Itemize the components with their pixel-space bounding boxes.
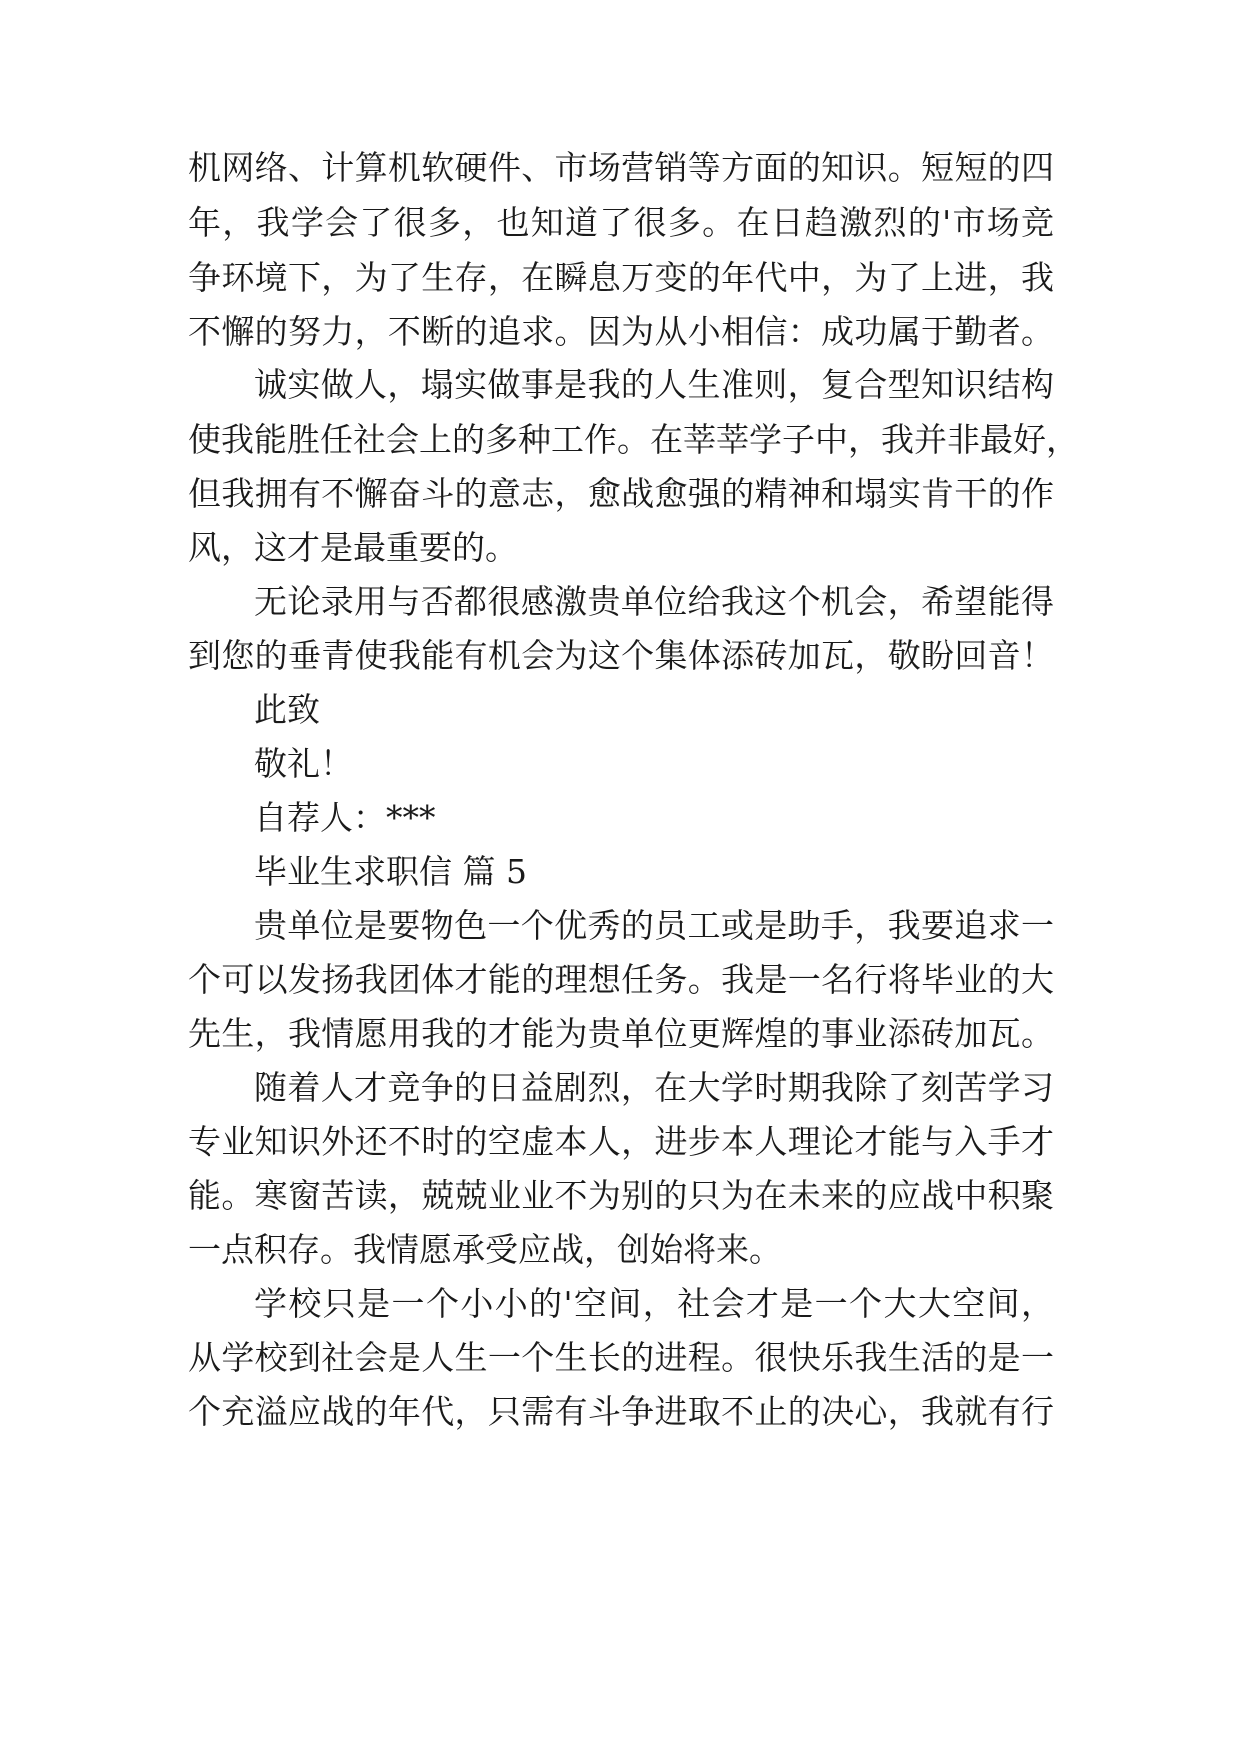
paragraph-line: 不懈的努力，不断的追求。因为从小相信：成功属于勤者。	[188, 312, 1054, 351]
paragraph-line: 一点积存。我情愿承受应战，创始将来。	[188, 1230, 782, 1269]
paragraph-line: 贵单位是要物色一个优秀的员工或是助手，我要追求一	[254, 906, 1054, 945]
paragraph-line: 专业知识外还不时的空虚本人，进步本人理论才能与入手才	[188, 1122, 1054, 1161]
closing-regards: 敬礼！	[254, 744, 353, 783]
paragraph-line: 能。寒窗苦读，兢兢业业不为别的只为在未来的应战中积聚	[188, 1176, 1054, 1215]
paragraph-line: 先生，我情愿用我的才能为贵单位更辉煌的事业添砖加瓦。	[188, 1014, 1054, 1053]
signature-line: 自荐人：***	[254, 798, 436, 837]
paragraph-line: 使我能胜任社会上的多种工作。在莘莘学子中，我并非最好，	[188, 420, 1079, 459]
paragraph-line: 年，我学会了很多，也知道了很多。在日趋激烈的'市场竞	[188, 203, 1054, 242]
paragraph-line: 机网络、计算机软硬件、市场营销等方面的知识。短短的四	[188, 148, 1054, 187]
paragraph-line: 无论录用与否都很感激贵单位给我这个机会，希望能得	[254, 582, 1054, 621]
paragraph-line: 诚实做人，塌实做事是我的人生准则，复合型知识结构	[254, 365, 1054, 404]
section-heading: 毕业生求职信 篇 5	[254, 852, 527, 891]
paragraph-line: 风，这才是最重要的。	[188, 528, 518, 567]
paragraph-line: 个可以发扬我团体才能的理想任务。我是一名行将毕业的大	[188, 960, 1054, 999]
closing-salutation: 此致	[254, 690, 320, 729]
paragraph-line: 到您的垂青使我能有机会为这个集体添砖加瓦，敬盼回音！	[188, 636, 1054, 675]
paragraph-line: 学校只是一个小小的'空间，社会才是一个大大空间，	[254, 1284, 1054, 1323]
paragraph-line: 但我拥有不懈奋斗的意志，愈战愈强的精神和塌实肯干的作	[188, 474, 1054, 513]
paragraph-line: 争环境下，为了生存，在瞬息万变的年代中，为了上进，我	[188, 258, 1054, 297]
paragraph-line: 随着人才竞争的日益剧烈，在大学时期我除了刻苦学习	[254, 1068, 1054, 1107]
paragraph-line: 从学校到社会是人生一个生长的进程。很快乐我生活的是一	[188, 1338, 1054, 1377]
paragraph-line: 个充溢应战的年代，只需有斗争进取不止的决心，我就有行	[188, 1392, 1054, 1431]
